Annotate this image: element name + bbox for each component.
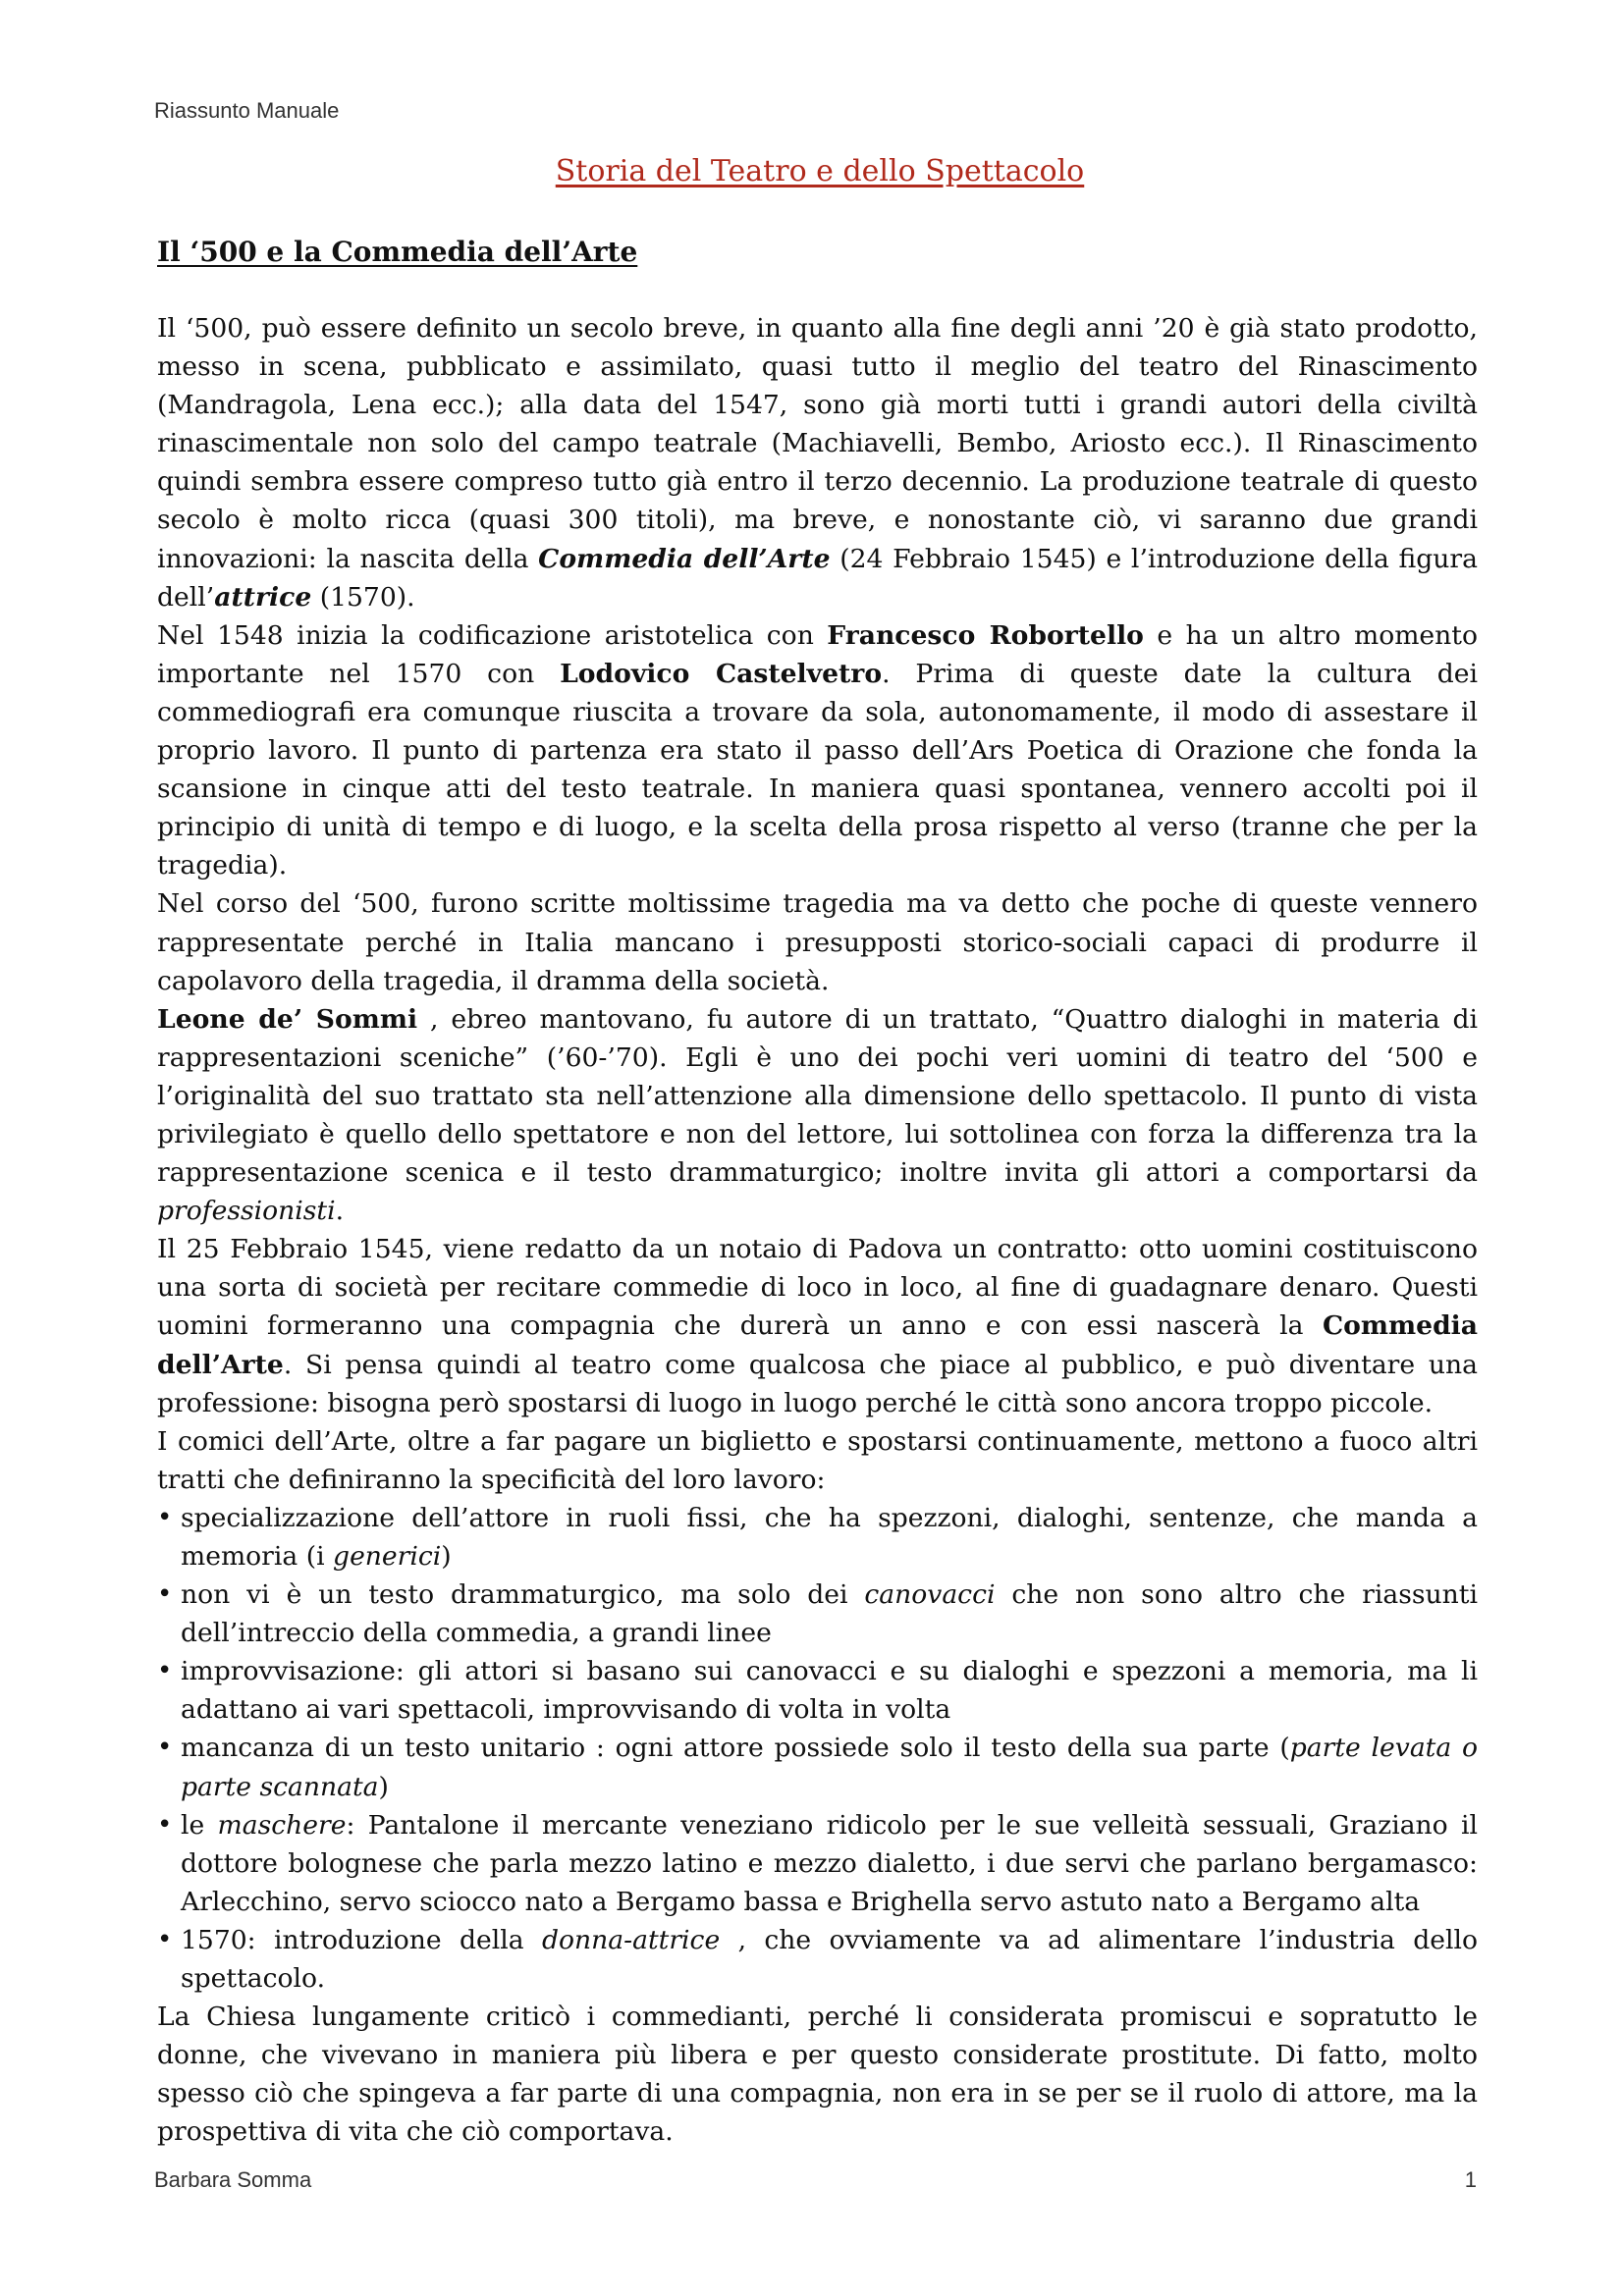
body-text <box>157 309 1478 2152</box>
bullet-icon: • <box>157 1502 173 1532</box>
text-run: . Si pensa quindi al teatro come qualcosa che piace al pubblico, e può diventare una professione: bisogna però spostarsi di luogo in luogo perché le città sono ancora troppo piccole. <box>157 1349 1478 1418</box>
text-run: ) <box>441 1541 452 1572</box>
page-number: 1 <box>1464 2167 1477 2192</box>
feature-list <box>157 1499 1478 1998</box>
paragraph-3: Nel corso del ‘500, furono scritte moltissime tragedia ma va detto che poche di queste vennero rappresentate perché in Italia mancano i presupposti storico-sociali capaci di produrre il capolavoro della tragedia, il dramma della società. <box>157 888 1478 996</box>
bold-leone-de-sommi: Leone de’ Sommi <box>157 1003 418 1035</box>
text-run: le <box>181 1809 218 1841</box>
text-run: . Prima di queste date la cultura dei commediografi era comunque riuscita a trovare da sola, autonomamente, il modo di assestare il proprio lavoro. Il punto di partenza era stato il passo dell’Ars Poetica di Orazione che fonda la scansione in cinque atti del testo teatrale. In maniera quasi spontanea, vennero accolti poi il principio di unità di tempo e di luogo, e la scelta della prosa rispetto al verso (tranne che per la tragedia). <box>157 658 1478 881</box>
bullet-icon: • <box>157 1809 173 1840</box>
paragraph-1 <box>157 309 1478 616</box>
list-item <box>157 1499 1478 1575</box>
bullet-icon: • <box>157 1924 173 1954</box>
text-run: e ha un altro momento importante nel 1570 con <box>157 619 1479 689</box>
italic-professionisti: professionisti <box>157 1196 336 1227</box>
list-item <box>157 1729 1478 1805</box>
italic-term: maschere <box>217 1809 347 1841</box>
document-title-text: Storia del Teatro e dello Spettacolo <box>555 154 1085 188</box>
text-run: (24 Febbraio 1545) e l’introduzione della figura dell’ <box>157 543 1478 613</box>
running-header: Riassunto Manuale <box>154 98 340 123</box>
list-item <box>157 1806 1478 1921</box>
paragraph-2 <box>157 616 1478 885</box>
bullet-icon: • <box>157 1579 173 1610</box>
bullet-icon: • <box>157 1656 173 1686</box>
text-run: ) <box>378 1771 389 1802</box>
text-run: Il 25 Febbraio 1545, viene redatto da un notaio di Padova un contratto: otto uomini costituiscono una sorta di società per recitare commedie di loco in loco, al fine di guadagnare denaro. Questi uomini formeranno una compagnia che durerà un anno e con essi nascerà la <box>157 1234 1478 1342</box>
document-title <box>0 154 1624 188</box>
list-item <box>157 1575 1478 1652</box>
text-run: (1570). <box>311 581 415 613</box>
text-run: mancanza di un testo unitario : ogni attore possiede solo il testo della sua parte ( <box>181 1733 1290 1764</box>
list-item <box>157 1921 1478 1998</box>
paragraph-5 <box>157 1230 1478 1421</box>
paragraph-4 <box>157 1000 1478 1231</box>
bold-commedia-arte: Commedia dell’Arte <box>157 1310 1478 1380</box>
list-item <box>157 1652 1478 1729</box>
text-run: che non sono altro che riassunti dell’intreccio della commedia, a grandi linee <box>181 1579 1478 1649</box>
text-run: 1570: introduzione della <box>181 1924 542 1955</box>
text-run: , che ovviamente va ad alimentare l’industria dello spettacolo. <box>181 1924 1478 1995</box>
paragraph-6: I comici dell’Arte, oltre a far pagare un biglietto e spostarsi continuamente, mettono a fuoco altri tratti che definiranno la specificità del loro lavoro: <box>157 1425 1478 1495</box>
text-run: Il ‘500, può essere definito un secolo breve, in quanto alla fine degli anni ’20 è già stato prodotto, messo in scena, pubblicato e assimilato, quasi tutto il meglio del teatro del Rinascimento (Mandragola, Lena ecc.); alla data del 1547, sono già morti tutti i grandi autori della civiltà rinascimentale non solo del campo teatrale (Machiavelli, Bembo, Ariosto ecc.). Il Rinascimento quindi sembra essere compreso tutto già entro il terzo decennio. La produzione teatrale di questo secolo è molto ricca (quasi 300 titoli), ma breve, e nonostante ciò, vi saranno due grandi innovazioni: la nascita della <box>157 313 1478 574</box>
italic-term: canovacci <box>864 1579 996 1611</box>
text-run: non vi è un testo drammaturgico, ma solo dei <box>181 1579 865 1611</box>
emphasis-attrice: attrice <box>214 581 312 613</box>
bold-robortello: Francesco Robortello <box>827 619 1144 651</box>
text-run: Nel 1548 inizia la codificazione aristotelica con <box>157 619 828 651</box>
text-run: specializzazione dell’attore in ruoli fissi, che ha spezzoni, dialoghi, sentenze, che manda a memoria (i <box>181 1502 1478 1572</box>
footer-author: Barbara Somma <box>154 2167 312 2192</box>
italic-term: parte levata o parte scannata <box>181 1733 1478 1802</box>
text-run: , ebreo mantovano, fu autore di un trattato, “Quattro dialoghi in materia di rappresentazioni sceniche” (’60-’70). Egli è uno dei pochi veri uomini di teatro del ‘500 e l’originalità del suo trattato sta nell’attenzione alla dimensione dello spettacolo. Il punto di vista privilegiato è quello dello spettatore e non del lettore, lui sottolinea con forza la differenza tra la rappresentazione scenica e il testo drammaturgico; inoltre invita gli attori a comportarsi da <box>157 1003 1478 1189</box>
paragraph-7: La Chiesa lungamente criticò i commedianti, perché li considerata promiscui e sopratutto le donne, che vivevano in maniera più libera e per questo considerate prostitute. Di fatto, molto spesso ciò che spingeva a far parte di una compagnia, non era in se per se il ruolo di attore, ma la prospettiva di vita che ciò comportava. <box>157 2002 1478 2148</box>
italic-term: generici <box>333 1541 442 1572</box>
section-heading: Il ‘500 e la Commedia dell’Arte <box>157 236 638 268</box>
text-run: : Pantalone il mercante veneziano ridicolo per le sue velleità sessuali, Graziano il dottore bolognese che parla mezzo latino e mezzo dialetto, i due servi che parlano bergamasco: Arlecchino, servo sciocco nato a Bergamo bassa e Brighella servo astuto nato a Bergamo alta <box>181 1809 1478 1917</box>
emphasis-commedia: Commedia dell’Arte <box>538 543 831 574</box>
italic-term: donna-attrice <box>541 1924 721 1955</box>
text-run: improvvisazione: gli attori si basano sui canovacci e su dialoghi e spezzoni a memoria, ma li adattano ai vari spettacoli, improvvisando di volta in volta <box>181 1656 1478 1726</box>
bullet-icon: • <box>157 1733 173 1763</box>
bold-castelvetro: Lodovico Castelvetro <box>560 658 883 689</box>
text-run: . <box>335 1196 345 1227</box>
